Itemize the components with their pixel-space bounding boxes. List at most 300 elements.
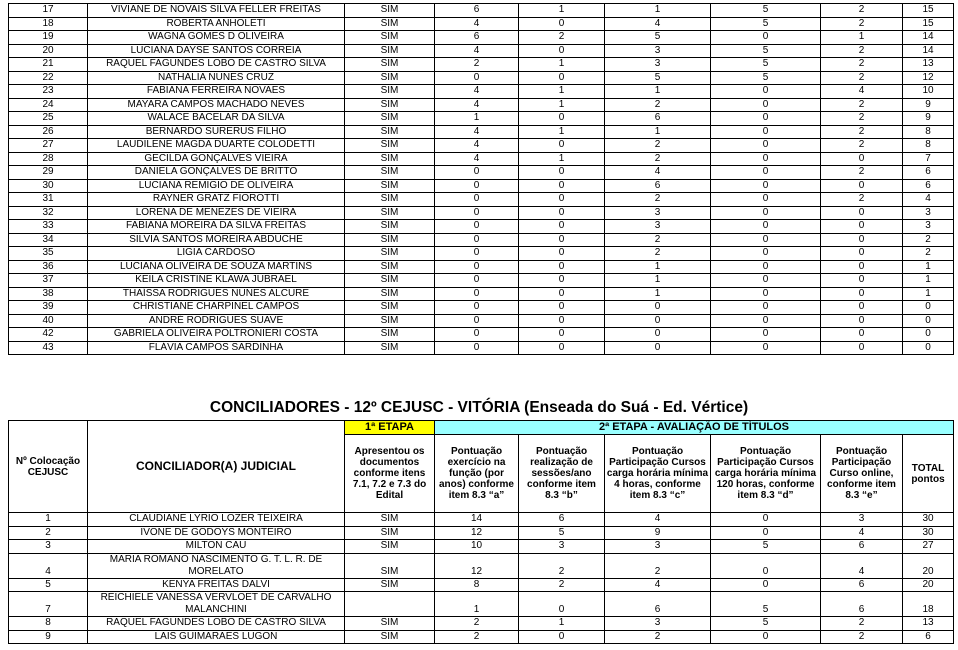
table-row (9, 578, 954, 592)
cell-score-d: 5 (711, 4, 821, 18)
table-row (9, 233, 954, 247)
header-total: TOTAL pontos (903, 435, 954, 513)
cell-score-c: 1 (605, 260, 711, 274)
table-row (9, 314, 954, 328)
cell-score-a: 6 (435, 31, 519, 45)
cell-score-b: 1 (519, 58, 605, 72)
cell-name: ANDRÉ RODRIGUES SUAVE (88, 314, 345, 328)
cell-score-a: 8 (435, 578, 519, 592)
cell-name: FABIANA MOREIRA DA SILVA FREITAS (88, 220, 345, 234)
cell-score-c: 3 (605, 206, 711, 220)
cell-name: RAQUEL FAGUNDES LOBO DE CASTRO SILVA (88, 617, 345, 631)
cell-score-c: 2 (605, 139, 711, 153)
cell-score-d: 0 (711, 314, 821, 328)
cell-total: 4 (903, 193, 954, 207)
cell-total: 3 (903, 220, 954, 234)
cell-name: VIVIANE DE NOVAIS SILVA FELLER FREITAS (88, 4, 345, 18)
cell-score-b: 1 (519, 617, 605, 631)
cell-score-b: 2 (519, 31, 605, 45)
cell-docs: SIM (345, 112, 435, 126)
cell-score-d: 0 (711, 179, 821, 193)
cell-docs: SIM (345, 85, 435, 99)
table-row (9, 58, 954, 72)
cell-total: 30 (903, 526, 954, 540)
cell-position: 1 (9, 513, 88, 527)
cell-score-a: 2 (435, 630, 519, 644)
cell-score-c: 1 (605, 85, 711, 99)
cell-name: CHRISTIANE CHARPINEL CAMPOS (88, 301, 345, 315)
cell-score-d: 0 (711, 578, 821, 592)
cell-score-b: 0 (519, 314, 605, 328)
cell-score-e: 0 (821, 220, 903, 234)
table-row (9, 17, 954, 31)
cell-score-b: 0 (519, 220, 605, 234)
cell-score-a: 4 (435, 98, 519, 112)
cell-score-c: 6 (605, 179, 711, 193)
cell-position: 34 (9, 233, 88, 247)
cell-total: 3 (903, 206, 954, 220)
cell-docs (345, 592, 435, 617)
cell-score-c: 2 (605, 247, 711, 261)
cell-position: 5 (9, 578, 88, 592)
cell-score-a: 0 (435, 179, 519, 193)
cell-score-c: 1 (605, 274, 711, 288)
cell-position: 4 (9, 553, 88, 578)
table-row (9, 513, 954, 527)
cell-score-c: 0 (605, 341, 711, 355)
cell-name: LORENA DE MENEZES DE VIEIRA (88, 206, 345, 220)
cell-score-a: 4 (435, 17, 519, 31)
cell-score-a: 0 (435, 206, 519, 220)
cell-score-b: 0 (519, 287, 605, 301)
cell-score-c: 1 (605, 125, 711, 139)
header-name: CONCILIADOR(A) JUDICIAL (88, 421, 345, 513)
cell-score-e: 6 (821, 592, 903, 617)
cell-total: 2 (903, 247, 954, 261)
cell-score-b: 0 (519, 301, 605, 315)
cell-score-a: 1 (435, 592, 519, 617)
cell-score-b: 2 (519, 578, 605, 592)
cell-score-d: 0 (711, 139, 821, 153)
cell-score-d: 0 (711, 220, 821, 234)
table-row (9, 328, 954, 342)
cell-score-a: 0 (435, 314, 519, 328)
cell-score-c: 4 (605, 578, 711, 592)
cell-score-c: 2 (605, 193, 711, 207)
table-row (9, 152, 954, 166)
cell-docs: SIM (345, 341, 435, 355)
cell-total: 7 (903, 152, 954, 166)
cell-score-e: 0 (821, 260, 903, 274)
cell-position: 9 (9, 630, 88, 644)
cell-name: BERNARDO SURERUS FILHO (88, 125, 345, 139)
cell-score-a: 1 (435, 112, 519, 126)
cell-name: LAIS GUIMARAES LUGON (88, 630, 345, 644)
cell-score-c: 0 (605, 314, 711, 328)
cell-score-b: 1 (519, 152, 605, 166)
cell-position: 21 (9, 58, 88, 72)
table-row (9, 247, 954, 261)
cell-score-a: 0 (435, 233, 519, 247)
cell-position: 27 (9, 139, 88, 153)
cell-name: LUCIANA REMIGIO DE OLIVEIRA (88, 179, 345, 193)
cell-score-d: 0 (711, 206, 821, 220)
cell-name: NATHALIA NUNES CRUZ (88, 71, 345, 85)
header-etapa-2: 2ª ETAPA - AVALIAÇÃO DE TÍTULOS (435, 421, 954, 435)
cell-total: 0 (903, 341, 954, 355)
cell-score-b: 0 (519, 112, 605, 126)
cell-score-e: 2 (821, 17, 903, 31)
cell-total: 14 (903, 44, 954, 58)
header-score-e: Pontuação Participação Curso online, conforme item 8.3 “e” (821, 435, 903, 513)
cell-position: 22 (9, 71, 88, 85)
cell-position: 43 (9, 341, 88, 355)
cell-position: 17 (9, 4, 88, 18)
cell-score-e: 2 (821, 71, 903, 85)
cell-total: 20 (903, 553, 954, 578)
cell-score-a: 0 (435, 328, 519, 342)
cell-name: GECILDA GONÇALVES VIEIRA (88, 152, 345, 166)
cell-docs: SIM (345, 630, 435, 644)
cell-docs: SIM (345, 328, 435, 342)
cell-docs: SIM (345, 58, 435, 72)
cell-score-c: 3 (605, 44, 711, 58)
cell-position: 2 (9, 526, 88, 540)
cell-score-d: 0 (711, 152, 821, 166)
cell-score-d: 0 (711, 301, 821, 315)
cell-name: KEILA CRISTINE KLAWA JUBRAEL (88, 274, 345, 288)
cell-docs: SIM (345, 247, 435, 261)
header-etapa-1: 1ª ETAPA (345, 421, 435, 435)
cell-score-a: 0 (435, 341, 519, 355)
cell-score-b: 0 (519, 592, 605, 617)
table-row (9, 553, 954, 578)
cell-score-e: 2 (821, 44, 903, 58)
cell-total: 9 (903, 98, 954, 112)
cell-score-d: 0 (711, 260, 821, 274)
cell-score-d: 0 (711, 31, 821, 45)
cell-score-b: 0 (519, 139, 605, 153)
table-row (9, 260, 954, 274)
header-score-b: Pontuação realização de sessões/ano conforme item 8.3 “b” (519, 435, 605, 513)
table-row (9, 341, 954, 355)
cell-name: FLÁVIA CAMPOS SARDINHA (88, 341, 345, 355)
cell-score-c: 2 (605, 553, 711, 578)
header-score-d: Pontuação Participação Cursos carga horária mínima 120 horas, conforme item 8.3 “d” (711, 435, 821, 513)
cell-position: 35 (9, 247, 88, 261)
cell-docs: SIM (345, 179, 435, 193)
cell-score-c: 4 (605, 513, 711, 527)
cell-score-a: 0 (435, 301, 519, 315)
cell-score-d: 5 (711, 592, 821, 617)
cell-score-c: 3 (605, 58, 711, 72)
cell-name: REICHIELE VANESSA VERVLOET DE CARVALHO MALANCHINI (88, 592, 345, 617)
cell-score-d: 0 (711, 98, 821, 112)
cell-score-d: 0 (711, 233, 821, 247)
cell-docs: SIM (345, 617, 435, 631)
cell-score-c: 0 (605, 328, 711, 342)
table-row (9, 301, 954, 315)
cell-total: 8 (903, 139, 954, 153)
cell-position: 23 (9, 85, 88, 99)
cell-score-e: 0 (821, 301, 903, 315)
cell-docs: SIM (345, 206, 435, 220)
cell-score-b: 1 (519, 98, 605, 112)
cell-score-d: 0 (711, 125, 821, 139)
header-score-a: Pontuação exercício na função (por anos) conforme item 8.3 “a” (435, 435, 519, 513)
cell-score-e: 2 (821, 112, 903, 126)
cell-score-a: 0 (435, 71, 519, 85)
table-row (9, 206, 954, 220)
table-row (9, 85, 954, 99)
cell-total: 27 (903, 540, 954, 554)
cell-score-c: 2 (605, 98, 711, 112)
cell-position: 18 (9, 17, 88, 31)
cell-score-a: 2 (435, 58, 519, 72)
cell-position: 40 (9, 314, 88, 328)
cell-position: 3 (9, 540, 88, 554)
cell-docs: SIM (345, 17, 435, 31)
cell-score-d: 0 (711, 274, 821, 288)
cell-score-d: 0 (711, 166, 821, 180)
cell-score-b: 1 (519, 85, 605, 99)
cell-score-d: 0 (711, 526, 821, 540)
cell-docs: SIM (345, 98, 435, 112)
cell-docs: SIM (345, 31, 435, 45)
cell-score-d: 5 (711, 58, 821, 72)
cell-score-e: 2 (821, 139, 903, 153)
cell-total: 15 (903, 17, 954, 31)
cell-score-e: 2 (821, 617, 903, 631)
ranking-table-continued (8, 3, 954, 355)
cell-position: 20 (9, 44, 88, 58)
table-row (9, 617, 954, 631)
cell-score-e: 0 (821, 152, 903, 166)
cell-score-a: 4 (435, 85, 519, 99)
cell-score-b: 3 (519, 540, 605, 554)
cell-docs: SIM (345, 578, 435, 592)
cell-score-e: 4 (821, 526, 903, 540)
cell-score-e: 0 (821, 287, 903, 301)
cell-docs: SIM (345, 233, 435, 247)
cell-score-a: 2 (435, 617, 519, 631)
cell-docs: SIM (345, 526, 435, 540)
cell-position: 7 (9, 592, 88, 617)
cell-name: DANIELA GONÇALVES DE BRITTO (88, 166, 345, 180)
cell-score-c: 1 (605, 4, 711, 18)
conciliadores-table (8, 420, 954, 644)
cell-position: 28 (9, 152, 88, 166)
cell-docs: SIM (345, 553, 435, 578)
cell-docs: SIM (345, 301, 435, 315)
cell-total: 30 (903, 513, 954, 527)
cell-score-b: 0 (519, 260, 605, 274)
table-row (9, 287, 954, 301)
cell-name: CLAUDIANE LYRIO LOZER TEIXEIRA (88, 513, 345, 527)
cell-name: RAYNER GRATZ FIOROTTI (88, 193, 345, 207)
cell-name: LIGIA CARDOSO (88, 247, 345, 261)
cell-score-e: 2 (821, 4, 903, 18)
cell-total: 6 (903, 630, 954, 644)
table-row (9, 112, 954, 126)
cell-score-b: 1 (519, 4, 605, 18)
table-row (9, 125, 954, 139)
cell-score-e: 4 (821, 553, 903, 578)
cell-position: 42 (9, 328, 88, 342)
cell-score-e: 0 (821, 274, 903, 288)
cell-docs: SIM (345, 260, 435, 274)
cell-score-e: 2 (821, 98, 903, 112)
cell-name: ROBERTA ANHOLETI (88, 17, 345, 31)
cell-score-c: 9 (605, 526, 711, 540)
cell-total: 13 (903, 58, 954, 72)
cell-score-e: 0 (821, 233, 903, 247)
cell-score-c: 5 (605, 71, 711, 85)
cell-score-b: 0 (519, 44, 605, 58)
cell-score-e: 2 (821, 630, 903, 644)
cell-position: 32 (9, 206, 88, 220)
cell-total: 10 (903, 85, 954, 99)
table-row (9, 526, 954, 540)
cell-score-e: 2 (821, 193, 903, 207)
table-row (9, 592, 954, 617)
cell-docs: SIM (345, 513, 435, 527)
table-row (9, 193, 954, 207)
cell-docs: SIM (345, 314, 435, 328)
cell-score-e: 2 (821, 166, 903, 180)
cell-name: LAUDILENE MAGDA DUARTE COLODETTI (88, 139, 345, 153)
cell-score-b: 0 (519, 274, 605, 288)
table-row (9, 98, 954, 112)
cell-score-a: 14 (435, 513, 519, 527)
cell-score-b: 0 (519, 328, 605, 342)
cell-docs: SIM (345, 540, 435, 554)
cell-position: 31 (9, 193, 88, 207)
cell-name: FABIANA FERREIRA NOVAES (88, 85, 345, 99)
cell-score-b: 5 (519, 526, 605, 540)
cell-docs: SIM (345, 287, 435, 301)
cell-score-b: 0 (519, 630, 605, 644)
table-row (9, 166, 954, 180)
cell-score-b: 2 (519, 553, 605, 578)
cell-score-e: 6 (821, 540, 903, 554)
cell-position: 26 (9, 125, 88, 139)
cell-score-d: 5 (711, 44, 821, 58)
table-row (9, 220, 954, 234)
cell-score-c: 3 (605, 540, 711, 554)
table-row (9, 540, 954, 554)
cell-docs: SIM (345, 44, 435, 58)
cell-score-e: 0 (821, 247, 903, 261)
cell-score-e: 0 (821, 206, 903, 220)
cell-total: 15 (903, 4, 954, 18)
cell-total: 18 (903, 592, 954, 617)
cell-score-d: 0 (711, 630, 821, 644)
cell-score-d: 0 (711, 341, 821, 355)
cell-total: 0 (903, 314, 954, 328)
cell-position: 38 (9, 287, 88, 301)
table-row (9, 4, 954, 18)
cell-score-e: 0 (821, 179, 903, 193)
table-row (9, 630, 954, 644)
cell-score-e: 6 (821, 578, 903, 592)
cell-score-e: 2 (821, 58, 903, 72)
cell-docs: SIM (345, 166, 435, 180)
cell-score-b: 0 (519, 17, 605, 31)
cell-score-d: 0 (711, 553, 821, 578)
cell-score-d: 5 (711, 617, 821, 631)
cell-score-c: 3 (605, 220, 711, 234)
cell-score-c: 1 (605, 287, 711, 301)
cell-total: 6 (903, 166, 954, 180)
cell-name: IVONE DE GODOYS MONTEIRO (88, 526, 345, 540)
cell-docs: SIM (345, 4, 435, 18)
cell-total: 8 (903, 125, 954, 139)
cell-docs: SIM (345, 139, 435, 153)
cell-score-c: 6 (605, 592, 711, 617)
table-row (9, 274, 954, 288)
cell-docs: SIM (345, 220, 435, 234)
cell-score-b: 0 (519, 233, 605, 247)
cell-score-d: 0 (711, 513, 821, 527)
table-row (9, 44, 954, 58)
cell-score-a: 0 (435, 287, 519, 301)
cell-position: 36 (9, 260, 88, 274)
cell-score-b: 0 (519, 206, 605, 220)
cell-score-c: 6 (605, 112, 711, 126)
cell-total: 1 (903, 274, 954, 288)
cell-score-c: 4 (605, 17, 711, 31)
cell-score-a: 12 (435, 553, 519, 578)
table-row (9, 31, 954, 45)
cell-position: 8 (9, 617, 88, 631)
cell-total: 0 (903, 328, 954, 342)
cell-docs: SIM (345, 152, 435, 166)
cell-score-c: 0 (605, 301, 711, 315)
cell-score-e: 2 (821, 125, 903, 139)
cell-name: MILTON CAU (88, 540, 345, 554)
cell-name: RAQUEL FAGUNDES LOBO DE CASTRO SILVA (88, 58, 345, 72)
cell-score-d: 0 (711, 328, 821, 342)
cell-position: 30 (9, 179, 88, 193)
cell-name: SILVIA SANTOS MOREIRA ABDUCHE (88, 233, 345, 247)
cell-name: KENYA FREITAS DALVI (88, 578, 345, 592)
cell-score-e: 4 (821, 85, 903, 99)
cell-score-d: 5 (711, 540, 821, 554)
cell-score-c: 4 (605, 166, 711, 180)
cell-score-e: 0 (821, 341, 903, 355)
cell-score-a: 4 (435, 152, 519, 166)
cell-score-b: 0 (519, 193, 605, 207)
cell-position: 19 (9, 31, 88, 45)
cell-score-e: 0 (821, 328, 903, 342)
cell-total: 13 (903, 617, 954, 631)
cell-score-b: 0 (519, 166, 605, 180)
cell-total: 1 (903, 260, 954, 274)
cell-docs: SIM (345, 71, 435, 85)
table-row (9, 139, 954, 153)
cell-score-c: 2 (605, 630, 711, 644)
cell-position: 37 (9, 274, 88, 288)
cell-position: 39 (9, 301, 88, 315)
cell-position: 29 (9, 166, 88, 180)
cell-total: 1 (903, 287, 954, 301)
header-docs: Apresentou os documentos conforme itens 7.1, 7.2 e 7.3 do Edital (345, 435, 435, 513)
cell-score-a: 0 (435, 247, 519, 261)
cell-score-c: 5 (605, 31, 711, 45)
cell-total: 2 (903, 233, 954, 247)
cell-score-a: 0 (435, 260, 519, 274)
